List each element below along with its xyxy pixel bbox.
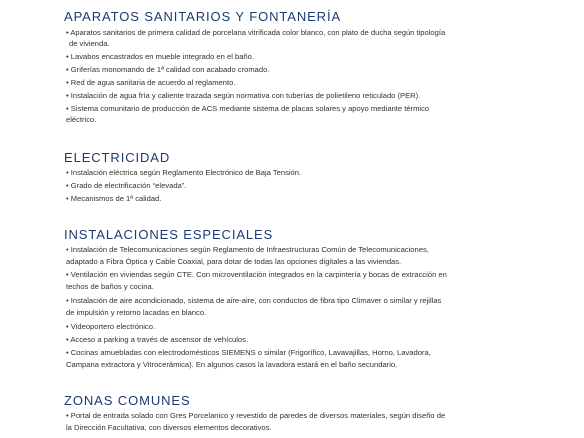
- list-item-continuation: de vivienda.: [69, 39, 110, 48]
- section-title: APARATOS SANITARIOS Y FONTANERÍA: [64, 9, 342, 24]
- list-item: • Mecanismos de 1ª calidad.: [66, 194, 162, 203]
- list-item: • Sistema comunitario de producción de ACS mediante sistema de placas solares y apoyo mediante térmico: [66, 104, 430, 113]
- list-item: • Acceso a parking a través de ascensor de vehículos.: [66, 335, 249, 344]
- list-item: • Cocinas amuebladas con electrodomésticos SIEMENS o similar (Frigorífico, Lavavajillas, Horno, Lavadora,: [66, 348, 431, 357]
- list-item: • Instalación de agua fría y caliente trazada según normativa con tuberías de polietileno reticulado (PER).: [66, 91, 421, 100]
- section-title: INSTALACIONES ESPECIALES: [64, 227, 274, 242]
- list-item-continuation: Campana extractora y Vitrocerámica). En algunos casos la lavadora estará en el baño secundario.: [66, 360, 398, 369]
- list-item-continuation: de impulsión y retorno lacadas en blanco.: [66, 308, 207, 317]
- list-item: • Aparatos sanitarios de primera calidad de porcelana vitrificada color blanco, con plato de ducha según tipología: [66, 28, 446, 37]
- list-item: • Ventilación en viviendas según CTE. Con microventilación integrados en la carpintería y bocas de extracción en: [66, 270, 447, 279]
- list-item: • Videoportero electrónico.: [66, 322, 156, 331]
- list-item: • Instalación de Telecomunicaciones según Reglamento de Infraestructuras Común de Telecomunicaciones,: [66, 245, 429, 254]
- list-item-continuation: adaptado a Fibra Óptica y Cable Coaxial, para dotar de todas las opciones digitales a las viviendas.: [66, 257, 402, 266]
- list-item-continuation: la Dirección Facultativa, con diversos elementos decorativos.: [66, 423, 272, 432]
- list-item-continuation: techos de baños y cocina.: [66, 282, 154, 291]
- list-item: • Red de agua sanitaria de acuerdo al reglamento.: [66, 78, 236, 87]
- list-item: • Portal de entrada solado con Gres Porcelanico y revestido de paredes de diversos materiales, según diseño de: [66, 411, 446, 420]
- list-item: • Instalación de aire acondicionado, sistema de aire-aire, con conductos de fibra tipo Climaver o similar y rejillas: [66, 296, 442, 305]
- section-title: ZONAS COMUNES: [64, 393, 191, 408]
- list-item-continuation: eléctrico.: [66, 115, 97, 124]
- list-item: • Instalación eléctrica según Reglamento Electrónico de Baja Tensión.: [66, 168, 302, 177]
- section-title: ELECTRICIDAD: [64, 150, 171, 165]
- list-item: • Lavabos encastrados en mueble integrado en el baño.: [66, 52, 254, 61]
- list-item: • Griferías monomando de 1ª calidad con acabado cromado.: [66, 65, 270, 74]
- list-item: • Grado de electrificación “elevada”.: [66, 181, 187, 190]
